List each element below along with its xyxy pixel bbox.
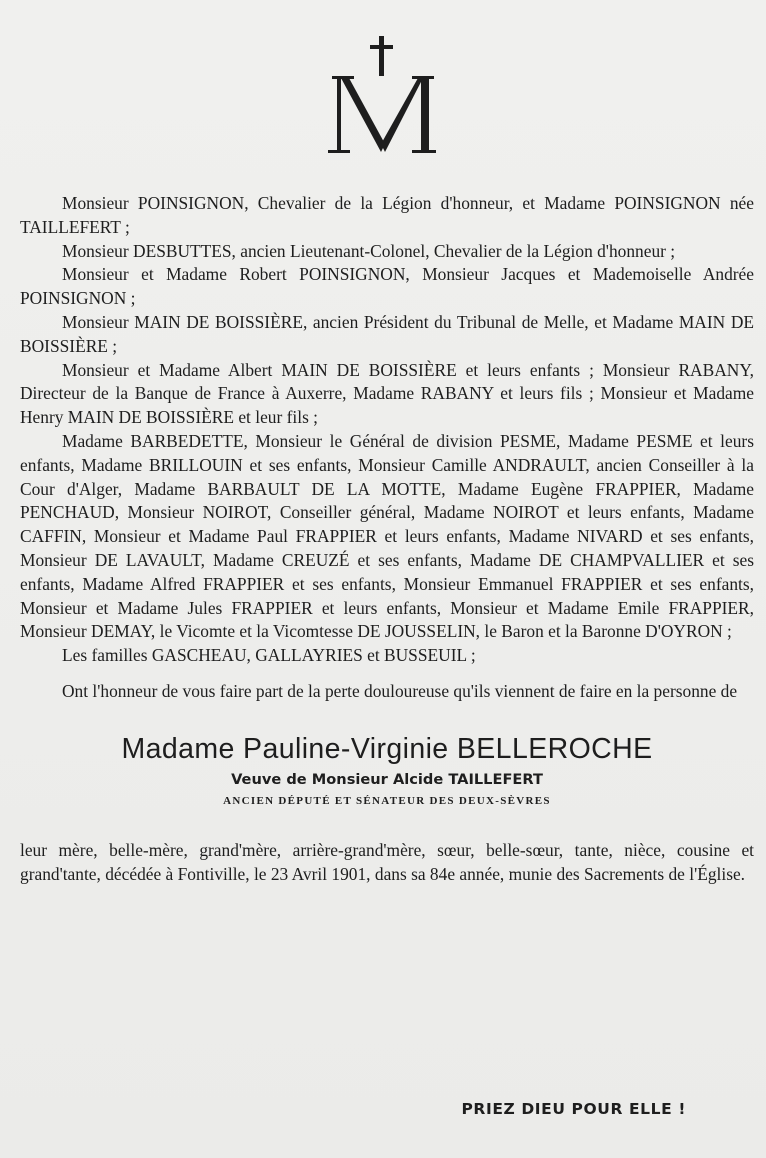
prayer-line: PRIEZ DIEU POUR ELLE ! [461,1100,686,1118]
notice-body [20,192,754,886]
announcement-text: Ont l'honneur de vous faire part de la perte douloureuse qu'ils viennent de faire en la personne de [62,680,738,701]
family-paragraph-1: Monsieur POINSIGNON, Chevalier de la Légion d'honneur, et Madame POINSIGNON née TAILLEFERT ; [20,193,754,237]
family-paragraph-4: Monsieur MAIN DE BOISSIÈRE, ancien Président du Tribunal de Melle, et Madame MAIN DE BOISSIÈRE ; [20,311,754,356]
family-paragraph-2: Monsieur DESBUTTES, ancien Lieutenant-Colonel, Chevalier de la Légion d'honneur ; [62,240,676,261]
family-paragraph-3: Monsieur et Madame Robert POINSIGNON, Monsieur Jacques et Mademoiselle Andrée POINSIGNON ; [20,264,754,309]
cross-m-monogram-icon [323,36,443,161]
family-paragraph-6: Madame BARBEDETTE, Monsieur le Général de division PESME, Madame PESME et leurs enfants, Madame BRILLOUIN et ses enfants, Monsieur Camille ANDRAULT, ancien Conseiller à la Cour d'Alger, Madame BARBAULT DE LA MOTTE, Madame Eugène FRAPPIER, Madame PENCHAUD, Monsieur NOIROT, Conseiller général, Madame NOIROT et leurs enfants, Madame CAFFIN, Monsieur et Madame Paul FRAPPIER et leurs enfants, Madame NIVARD et ses enfants, Monsieur DE LAVAULT, Madame CREUZÉ et ses enfants, Madame DE CHAMPVALLIER et ses enfants, Madame Alfred FRAPPIER et ses enfants, Monsieur Emmanuel FRAPPIER et ses enfants, Monsieur et Madame Jules FRAPPIER et leurs enfants, Monsieur et Madame Emile FRAPPIER, Monsieur DEMAY, le Vicomte et la Vicomtesse DE JOUSSELIN, le Baron et la Baronne D'OYRON ; [20,430,754,642]
title-line: ANCIEN DÉPUTÉ ET SÉNATEUR DES DEUX-SÈVRES [223,794,551,807]
deceased-name: Madame Pauline-Virginie BELLEROCHE [121,732,653,765]
monogram [0,36,766,161]
family-paragraph-5: Monsieur et Madame Albert MAIN DE BOISSIÈRE et leurs enfants ; Monsieur RABANY, Directeur de la Banque de France à Auxerre, Madame RABANY et leurs fils ; Monsieur et Madame Henry MAIN DE BOISSIÈRE et leur fils ; [20,359,754,428]
family-paragraph-7: Les familles GASCHEAU, GALLAYRIES et BUSSEUIL ; [62,645,476,666]
widow-of-line: Veuve de Monsieur Alcide TAILLEFERT [231,770,543,788]
closing-text: leur mère, belle-mère, grand'mère, arrière-grand'mère, sœur, belle-sœur, tante, nièce, cousine et grand'tante, décédée à Fontiville, le 23 Avril 1901, dans sa 84e année, munie des Sacrements de l'Église. [20,839,754,884]
